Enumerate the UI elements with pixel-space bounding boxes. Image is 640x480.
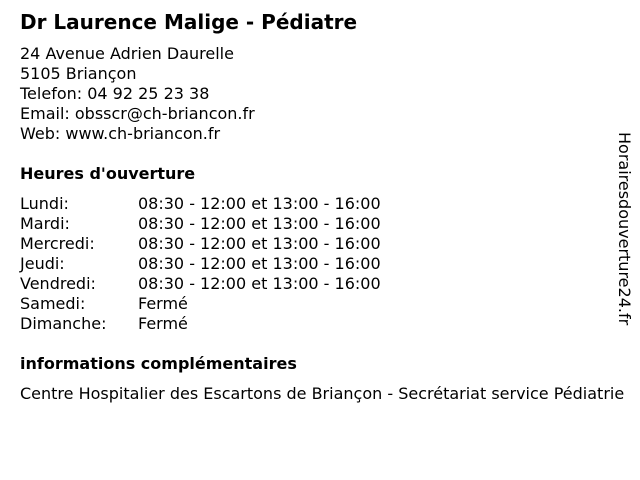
time-value: 08:30 - 12:00 et 13:00 - 16:00 xyxy=(138,194,381,213)
additional-info-text: Centre Hospitalier des Escartons de Briançon - Secrétariat service Pédiatrie xyxy=(20,384,625,403)
day-label: Jeudi: xyxy=(20,254,65,273)
page-title: Dr Laurence Malige - Pédiatre xyxy=(20,10,358,34)
time-value: Fermé xyxy=(138,314,188,333)
address-block xyxy=(20,44,255,144)
street-address: 24 Avenue Adrien Daurelle xyxy=(20,44,234,63)
day-label: Dimanche: xyxy=(20,314,107,333)
time-value: 08:30 - 12:00 et 13:00 - 16:00 xyxy=(138,234,381,253)
city-postal: 5105 Briançon xyxy=(20,64,137,83)
time-value: 08:30 - 12:00 et 13:00 - 16:00 xyxy=(138,274,381,293)
additional-info-heading: informations complémentaires xyxy=(20,354,297,373)
site-watermark: Horairesdouverture24.fr xyxy=(615,132,634,326)
day-label: Mardi: xyxy=(20,214,70,233)
time-value: 08:30 - 12:00 et 13:00 - 16:00 xyxy=(138,214,381,233)
website: Web: www.ch-briancon.fr xyxy=(20,124,221,143)
day-label: Lundi: xyxy=(20,194,69,213)
time-value: 08:30 - 12:00 et 13:00 - 16:00 xyxy=(138,254,381,273)
day-label: Mercredi: xyxy=(20,234,95,253)
day-label: Samedi: xyxy=(20,294,86,313)
time-value: Fermé xyxy=(138,294,188,313)
day-label: Vendredi: xyxy=(20,274,96,293)
phone-number: Telefon: 04 92 25 23 38 xyxy=(20,84,210,103)
opening-hours-heading: Heures d'ouverture xyxy=(20,164,196,183)
email-address: Email: obsscr@ch-briancon.fr xyxy=(20,104,255,123)
